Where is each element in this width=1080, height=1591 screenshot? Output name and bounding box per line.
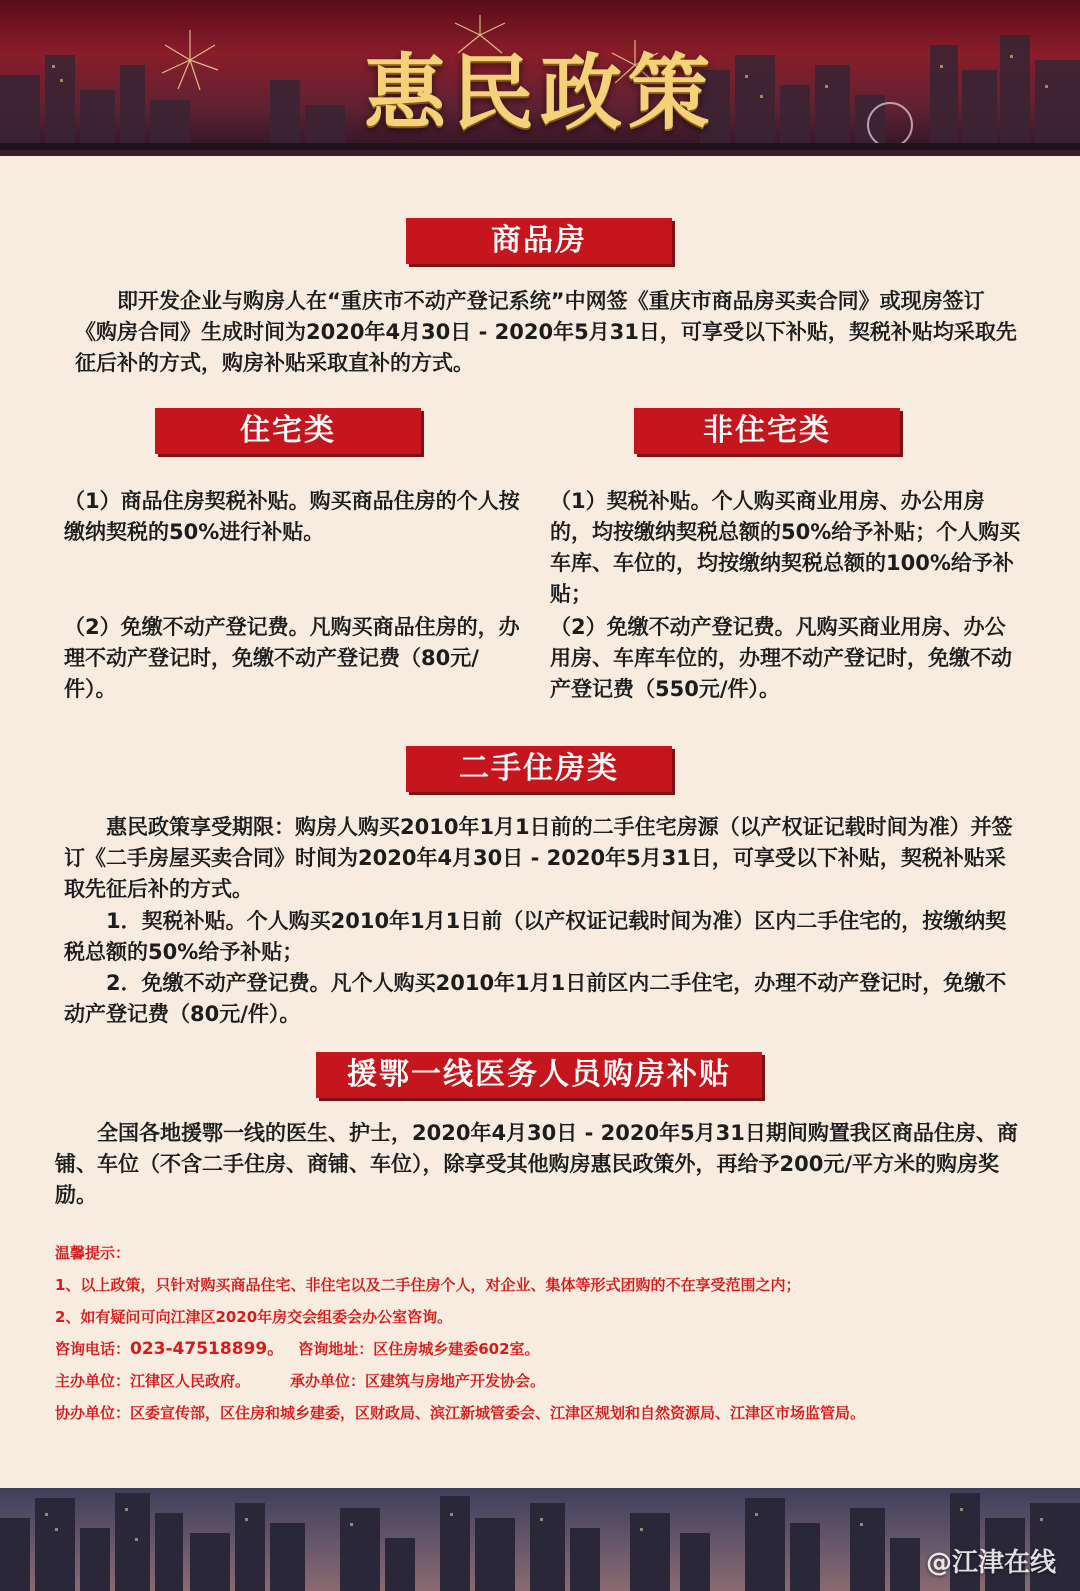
watermark-text: @江津在线 — [925, 1548, 1056, 1578]
host-value: 江律区人民政府。 — [130, 1372, 251, 1390]
footer-buildings-graphic — [0, 1488, 1080, 1591]
residential-item-2: （2）免缴不动产登记费。凡购买商品住房的，办理不动产登记时，免缴不动产登记费（80元/件）。 — [64, 615, 520, 701]
non-residential-item-1: （1）契税补贴。个人购买商业用房、办公用房的，均按缴纳契税总额的50%给予补贴；个人购买车库、车位的，均按缴纳契税总额的100%给予补贴； — [550, 489, 1021, 606]
section-heading-medical: 援鄂一线医务人员购房补贴 — [316, 1052, 762, 1098]
contact-line — [55, 1333, 1045, 1365]
section-heading-residential: 住宅类 — [155, 408, 421, 454]
second-hand-intro: 惠民政策享受期限：购房人购买2010年1月1日前的二手住宅房源（以产权证记载时间为准）并签订《二手房屋买卖合同》时间为2020年4月30日 - 2020年5月31日，可享受以下补贴，契税补贴采取先征后补的方式。 — [64, 815, 1013, 901]
host-label: 主办单位： — [55, 1372, 131, 1390]
header-banner — [0, 0, 1080, 155]
second-hand-item-1: 1．契税补贴。个人购买2010年1月1日前（以产权证记载时间为准）区内二手住宅的，按缴纳契税总额的50%给予补贴； — [64, 909, 1007, 964]
section-heading-commercial: 商品房 — [406, 218, 672, 264]
tips-line-2: 2、如有疑问可向江津区2020年房交会组委会办公室咨询。 — [55, 1308, 453, 1326]
phone-label: 咨询电话： — [55, 1340, 131, 1358]
address-value: 区住房城乡建委602室。 — [373, 1340, 540, 1358]
co-organizer-label: 协办单位： — [55, 1404, 131, 1422]
co-organizer-value: 区委宣传部，区住房和城乡建委，区财政局、滨江新城管委会、江津区规划和自然资源局、江津区市场监管局。 — [130, 1404, 866, 1422]
section-heading-second-hand: 二手住房类 — [406, 746, 672, 792]
co-organizer-line — [55, 1397, 1045, 1429]
commercial-intro: 即开发企业与购房人在“重庆市不动产登记系统”中网签《重庆市商品房买卖合同》或现房签订《购房合同》生成时间为2020年4月30日 - 2020年5月31日，可享受以下补贴，契税补贴均采取先征后补的方式，购房补贴采取直补的方式。 — [75, 289, 1017, 375]
non-residential-item-2: （2）免缴不动产登记费。凡购买商业用房、办公用房、车库车位的，办理不动产登记时，免缴不动产登记费（550元/件）。 — [550, 615, 1012, 701]
tips-section — [55, 1237, 1045, 1429]
host-line — [55, 1365, 1045, 1397]
header-divider — [0, 150, 1080, 156]
page-title: 惠民政策 — [363, 45, 716, 141]
residential-item-1: （1）商品住房契税补贴。购买商品住房的个人按缴纳契税的50%进行补贴。 — [64, 489, 520, 544]
second-hand-item-2: 2．免缴不动产登记费。凡个人购买2010年1月1日前区内二手住宅，办理不动产登记时，免缴不动产登记费（80元/件）。 — [64, 971, 1007, 1026]
organizer-value: 区建筑与房地产开发协会。 — [365, 1372, 546, 1390]
phone-number: 023-47518899。 — [130, 1339, 285, 1359]
tips-line-1: 1、以上政策，只针对购买商品住宅、非住宅以及二手住房个人，对企业、集体等形式团购的不在享受范围之内； — [55, 1276, 801, 1294]
footer-skyline-image — [0, 1488, 1080, 1591]
address-label: 咨询地址： — [298, 1340, 374, 1358]
organizer-label: 承办单位： — [290, 1372, 366, 1390]
tips-title: 温馨提示： — [55, 1244, 131, 1262]
medical-subsidy-text: 全国各地援鄂一线的医生、护士，2020年4月30日 - 2020年5月31日期间购置我区商品住房、商铺、车位（不含二手住房、商铺、车位），除享受其他购房惠民政策外，再给予200元/平方米的购房奖励。 — [55, 1121, 1018, 1207]
section-heading-non-residential: 非住宅类 — [634, 408, 900, 454]
